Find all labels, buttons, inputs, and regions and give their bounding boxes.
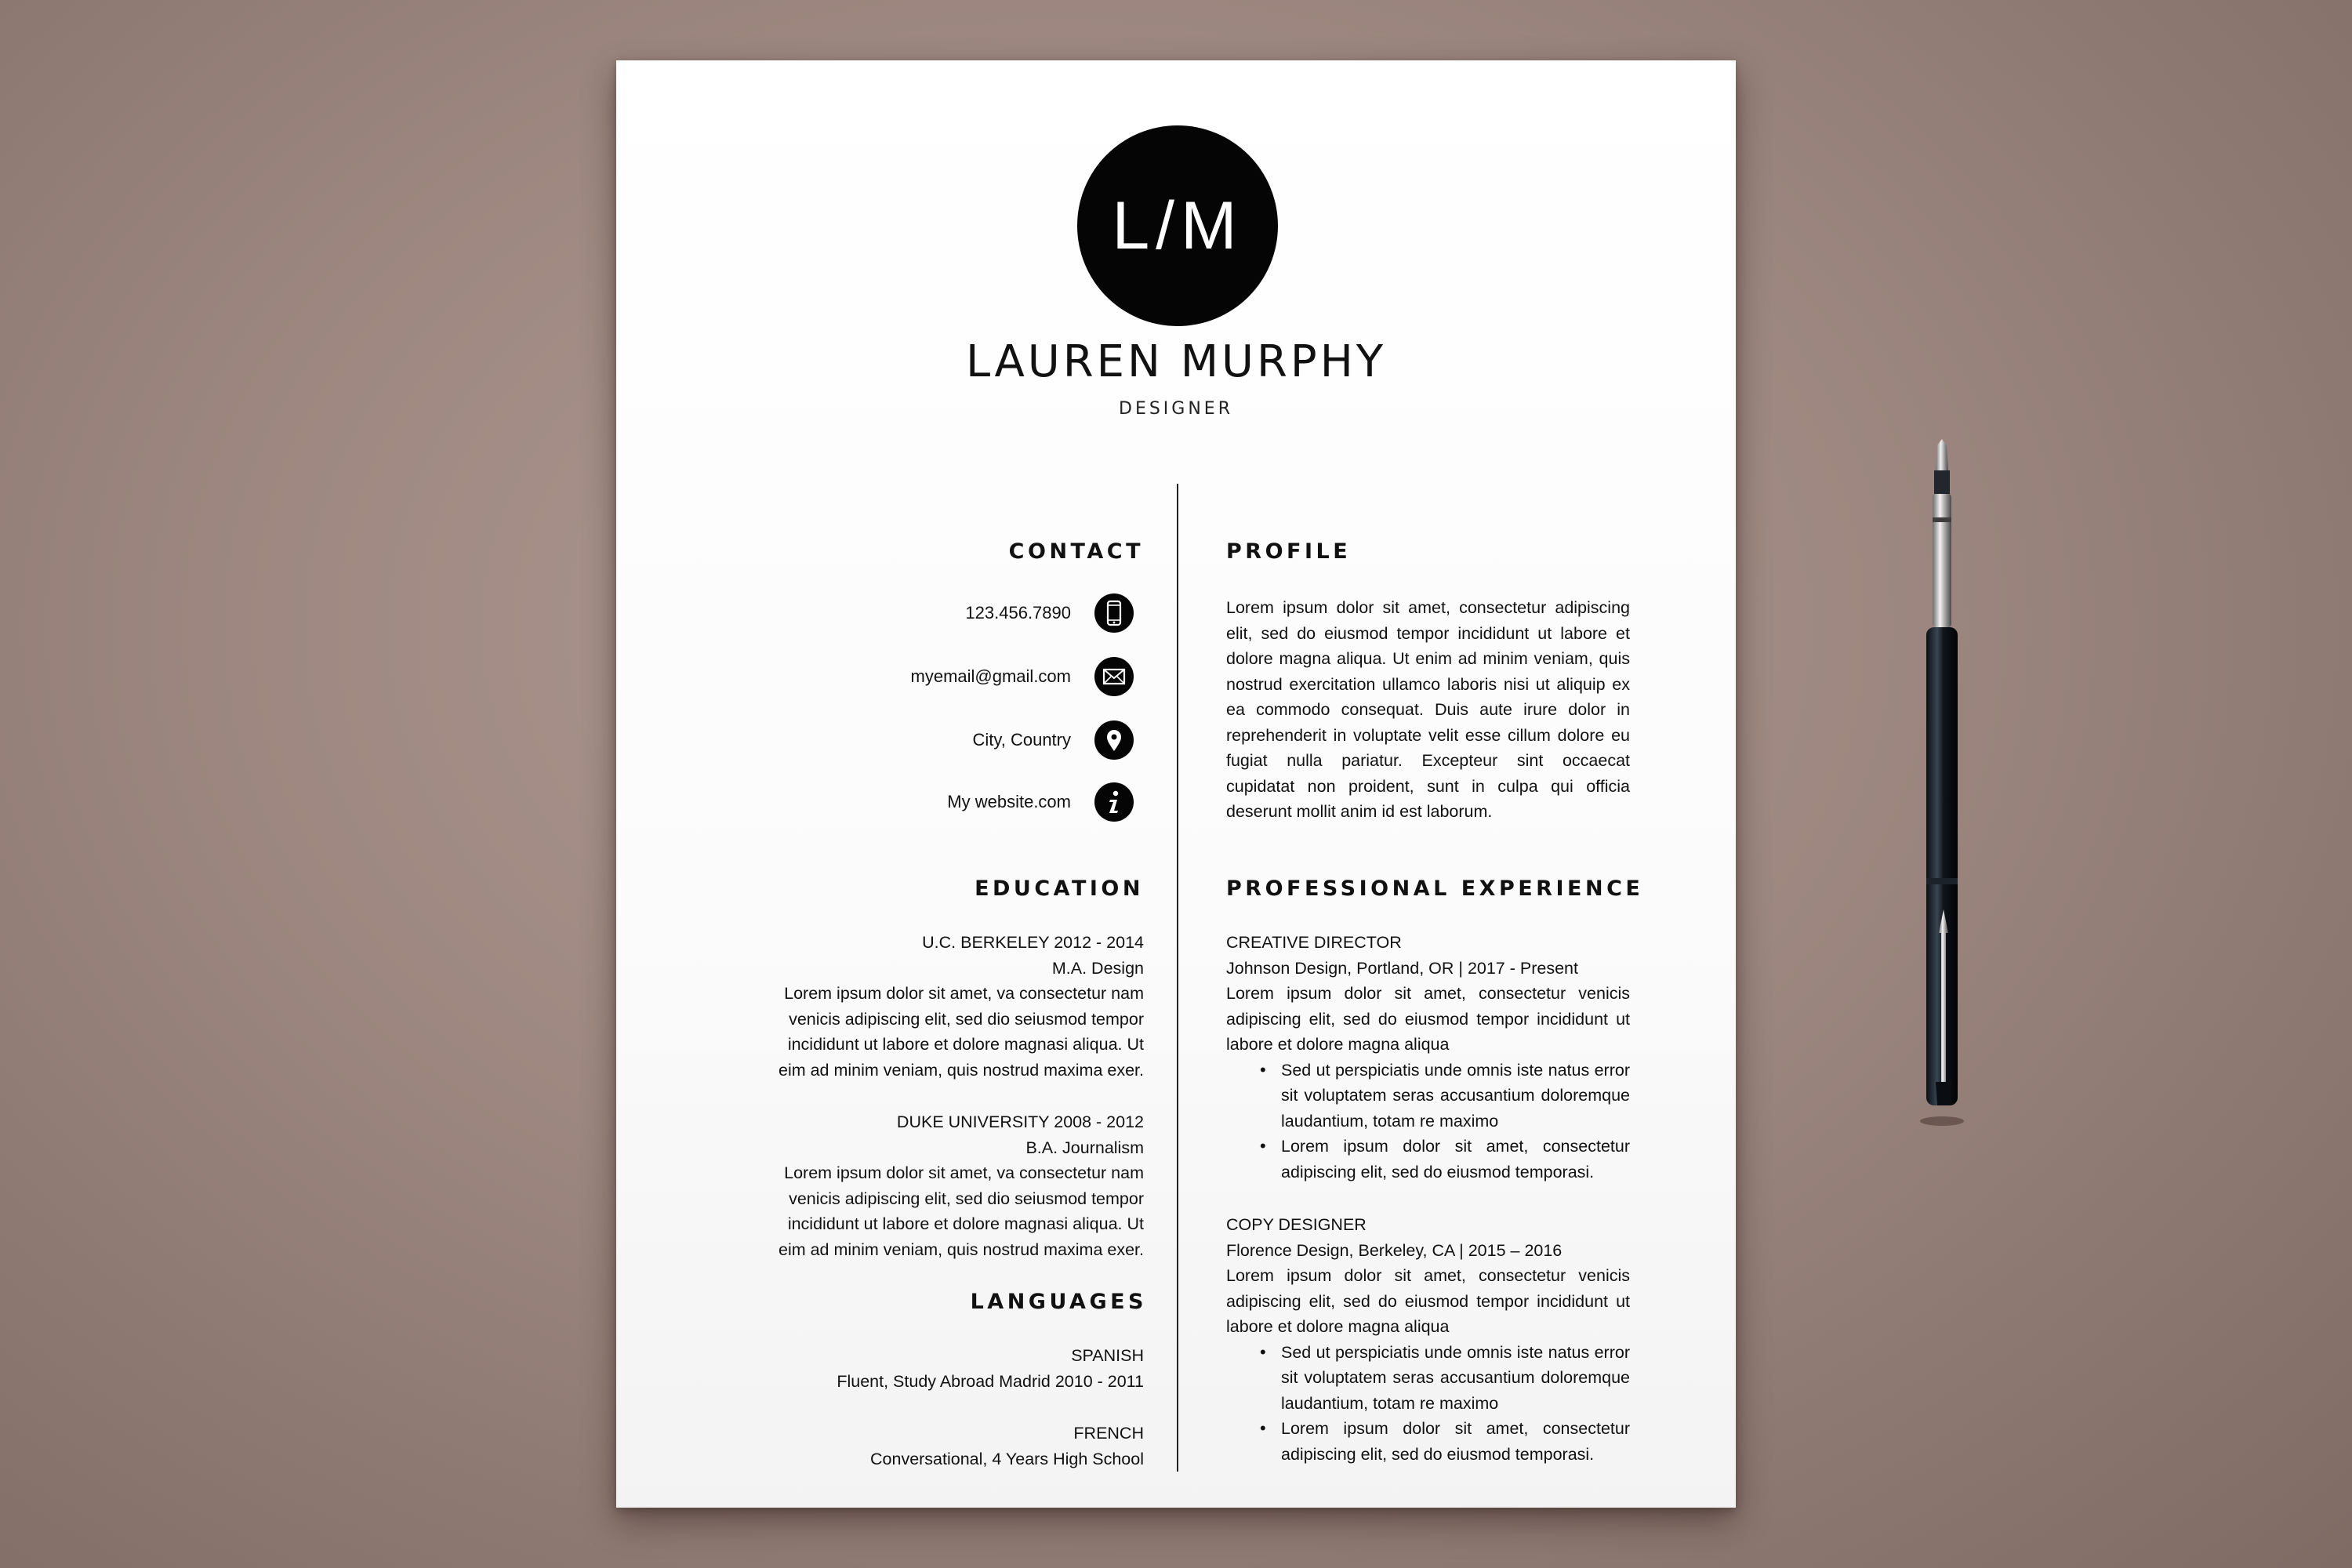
job-entry [1226,930,1630,1185]
education-school: U.C. BERKELEY 2012 - 2014 [922,933,1144,952]
contact-website-text: My website.com [947,792,1071,811]
job-company: Florence Design, Berkeley, CA | 2015 – 2016 [1226,1240,1563,1260]
education-description-line: Lorem ipsum dolor sit amet, va consectetur nam [784,1163,1144,1182]
education-school: DUKE UNIVERSITY 2008 - 2012 [896,1112,1144,1131]
contact-heading: CONTACT [1008,539,1144,564]
education-description-line: venicis adipiscing elit, sed dio seiusmod tempor [789,1009,1144,1029]
job-summary: Lorem ipsum dolor sit amet, consectetur venicis adipiscing elit, sed do eiusmod tempor incididunt ut labore et dolore magna aliqua [1226,984,1630,1054]
language-detail: Fluent, Study Abroad Madrid 2010 - 2011 [837,1371,1144,1391]
job-role: COPY DESIGNER [1226,1215,1367,1234]
monogram-badge [1077,125,1278,326]
job-entry [1226,1212,1630,1467]
language-entry [720,1421,1144,1472]
monogram-text: L/M [1112,187,1243,263]
job-summary: Lorem ipsum dolor sit amet, consectetur venicis adipiscing elit, sed do eiusmod tempor incididunt ut labore et dolore magna aliqua [1226,1266,1630,1336]
candidate-title: DESIGNER [1119,399,1233,419]
education-heading: EDUCATION [975,877,1144,901]
contact-website [947,786,1134,818]
phone-icon [1094,593,1134,633]
profile-heading: PROFILE [1226,539,1352,564]
language-name: SPANISH [1071,1346,1144,1365]
column-divider [1177,484,1178,1472]
education-description-line: incididunt ut labore et dolore magnasi aliqua. Ut [787,1035,1144,1054]
language-detail: Conversational, 4 Years High School [870,1449,1144,1468]
education-entry [720,1109,1144,1262]
job-bullets [1226,1340,1630,1468]
job-bullet: • Lorem ipsum dolor sit amet, consectetur adipiscing elit, sed do eiusmod temporasi. [1281,1416,1630,1467]
contact-phone-text: 123.456.7890 [965,603,1071,622]
info-icon [1094,782,1134,822]
job-company: Johnson Design, Portland, OR | 2017 - Present [1226,958,1578,978]
education-description-line: venicis adipiscing elit, sed dio seiusmod tempor [789,1189,1144,1208]
education-degree: M.A. Design [1051,958,1144,978]
education-description-line: eim ad minim veniam, quis nostrud maxima exer. [778,1060,1144,1080]
contact-location [972,724,1134,756]
job-bullet: • Lorem ipsum dolor sit amet, consectetur adipiscing elit, sed do eiusmod temporasi. [1281,1134,1630,1185]
language-name: FRENCH [1073,1424,1144,1443]
job-role: CREATIVE DIRECTOR [1226,933,1402,952]
experience-heading: PROFESSIONAL EXPERIENCE [1226,877,1644,901]
job-bullets [1226,1058,1630,1185]
contact-email [911,661,1134,692]
contact-location-text: City, Country [972,730,1071,750]
languages-heading: LANGUAGES [970,1290,1147,1314]
education-entry [720,930,1144,1083]
education-description-line: incididunt ut labore et dolore magnasi aliqua. Ut [787,1214,1144,1233]
envelope-icon [1094,657,1134,696]
language-entry [720,1343,1144,1394]
education-description-line: eim ad minim veniam, quis nostrud maxima exer. [778,1240,1144,1259]
profile-text: Lorem ipsum dolor sit amet, consectetur adipiscing elit, sed do eiusmod tempor incididunt ut labore et dolore magna aliqua. Ut enim ad minim veniam, quis nostrud exercitation ullamco laboris nisi ut aliquip ex ea commodo consequat. Duis aute irure dolor in reprehenderit in voluptate velit esse cillum dolore eu fugiat nulla pariatur. Excepteur sint occaecat cupidatat non proident, sunt in culpa qui officia deserunt mollit anim id est laborum. [1226,598,1630,821]
education-description-line: Lorem ipsum dolor sit amet, va consectetur nam [784,984,1144,1003]
job-bullet: • Sed ut perspiciatis unde omnis iste natus error sit voluptatem seras accusantium doloremque laudantium, totam re maximo [1281,1340,1630,1417]
fountain-pen-image [1915,439,1965,1129]
location-pin-icon [1094,720,1134,760]
contact-email-text: myemail@gmail.com [910,666,1071,686]
contact-phone [965,597,1134,629]
job-bullet: • Sed ut perspiciatis unde omnis iste natus error sit voluptatem seras accusantium doloremque laudantium, totam re maximo [1281,1058,1630,1134]
education-degree: B.A. Journalism [1025,1138,1144,1157]
candidate-name: LAUREN MURPHY [965,336,1387,387]
resume-page [616,60,1736,1508]
